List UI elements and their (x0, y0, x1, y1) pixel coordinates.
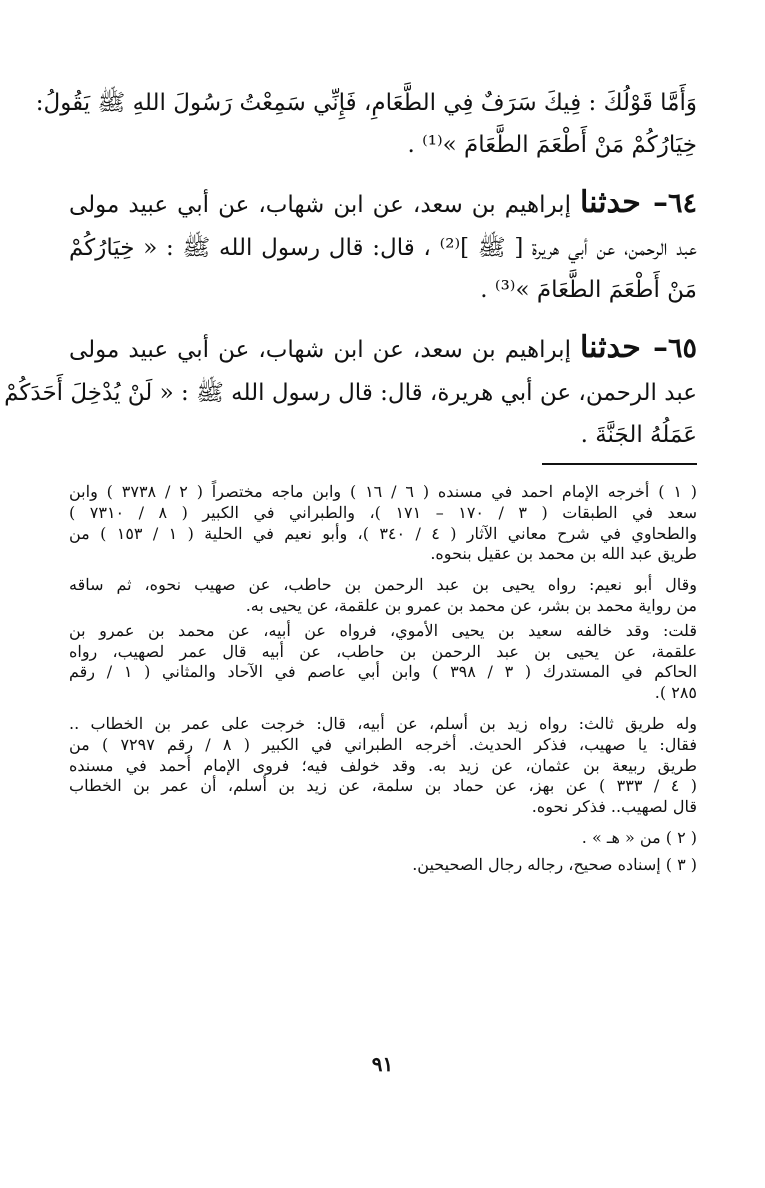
footnote-line: ( ٤ / ٣٣٣ ) عن بهز، عن حماد بن سلمة، عن زيد بن أسلم، أن عمر بن الخطاب (69, 776, 698, 796)
footnote-line: طريق عبد الله بن محمد بن عقيل بنحوه. (430, 544, 697, 564)
page-number: ٩١ (371, 1052, 394, 1076)
footnote-line: قلت: وقد خالفه سعيد بن يحيى الأموي، فرواه عن أبيه، عن محمد بن عمرو بن (69, 620, 697, 640)
footnote-line: وقال أبو نعيم: رواه يحيى بن عبد الرحمن بن حاطب، عن صهيب نحوه، ثم ساقه (69, 575, 697, 595)
text-line: مَنْ أَطْعَمَ الطَّعَامَ »⁽³⁾ . (480, 276, 697, 303)
haddathana-word: – حدثنا (580, 330, 668, 366)
footnote-line: ٢٨٥ ). (654, 683, 697, 703)
footnote-3: ( ٣ ) إسناده صحيح، رجاله رجال الصحيحين. (412, 854, 697, 874)
footnote-divider (542, 463, 697, 465)
text-line: إبراهيم بن سعد، عن ابن شهاب، عن أبي عبيد مولى (69, 337, 571, 364)
footnote-line: فقال: يا صهيب، فذكر الحديث. أخرجه الطبراني في الكبير ( ٨ / رقم ٧٢٩٧ ) من (69, 734, 698, 754)
text-line: خِيَارُكُمْ مَنْ أَطْعَمَ الطَّعَامَ »⁽¹⁾ . (407, 131, 697, 158)
hadith-number: ٦٥ (668, 333, 698, 365)
hadith-number: ٦٤ (668, 188, 698, 220)
footnote-line: سعد في الطبقات ( ٣ / ١٧٠ – ١٧١ )، والطبراني في الكبير ( ٨ / ٧٣١٠ ) (69, 502, 698, 522)
footnote-line: قال لصهيب.. فذكر نحوه. (531, 797, 697, 817)
footnote-line: علقمة، عن يحيى بن عبد الرحمن بن حاطب، عن أبيه قال عمر لصهيب، رواه (69, 641, 698, 661)
footnotes (69, 482, 697, 876)
footnote-line: وله طريق ثالث: رواه زيد بن أسلم، عن أبيه، قال: خرجت على عمر بن الخطاب .. (69, 713, 697, 733)
footnote-line: ( ١ ) أخرجه الإمام احمد في مسنده ( ٦ / ١٦ ) وابن ماجه مختصراً ( ٢ / ٣٧٣٨ ) وابن (69, 482, 698, 501)
footnote-2: ( ٢ ) من « هـ » . (581, 827, 697, 847)
haddathana-word: – حدثنا (580, 185, 668, 221)
text-line: وَأَمَّا قَوْلُكَ : فِيكَ سَرَفٌ فِي الطَّعَامِ، فَإِنِّي سَمِعْتُ رَسُولَ اللهِ ﷺ يَقُولُ: (35, 90, 697, 116)
text-line: إبراهيم بن سعد، عن ابن شهاب، عن أبي عبيد مولى (69, 192, 571, 219)
footnote-line: الحاكم في المستدرك ( ٣ / ٣٩٨ ) وابن أبي عاصم في الآحاد والمثاني ( ١ / رقم (69, 662, 698, 682)
footnote-line: طريق ربيعة بن عثمان، عن زيد به. وقد خولف فيه؛ فروى الإمام أحمد في مسنده (69, 755, 697, 775)
footnote-line: والطحاوي في شرح معاني الآثار ( ٤ / ٣٤٠ )، وأبو نعيم في الحلية ( ١ / ١٥٣ ) من (69, 523, 698, 543)
text-line: عَمَلُهُ الجَنَّةَ . (580, 421, 697, 448)
text-line: عبد الرحمن، عن أبي هريرة [ ﷺ ]⁽²⁾ ، قال: قال رسول الله ﷺ : « خِيَارُكُمْ (69, 235, 697, 262)
hadith-64-heading (69, 185, 697, 221)
main-text (4, 90, 698, 450)
footnote-line: من رواية محمد بن بشر، عن محمد بن عمرو بن علقمة، عن يحيى به. (245, 595, 697, 615)
hadith-65-heading (69, 330, 697, 366)
text-line: عبد الرحمن، عن أبي هريرة، قال: قال رسول الله ﷺ : « لَنْ يُدْخِلَ أَحَدَكُمْ (4, 380, 697, 407)
